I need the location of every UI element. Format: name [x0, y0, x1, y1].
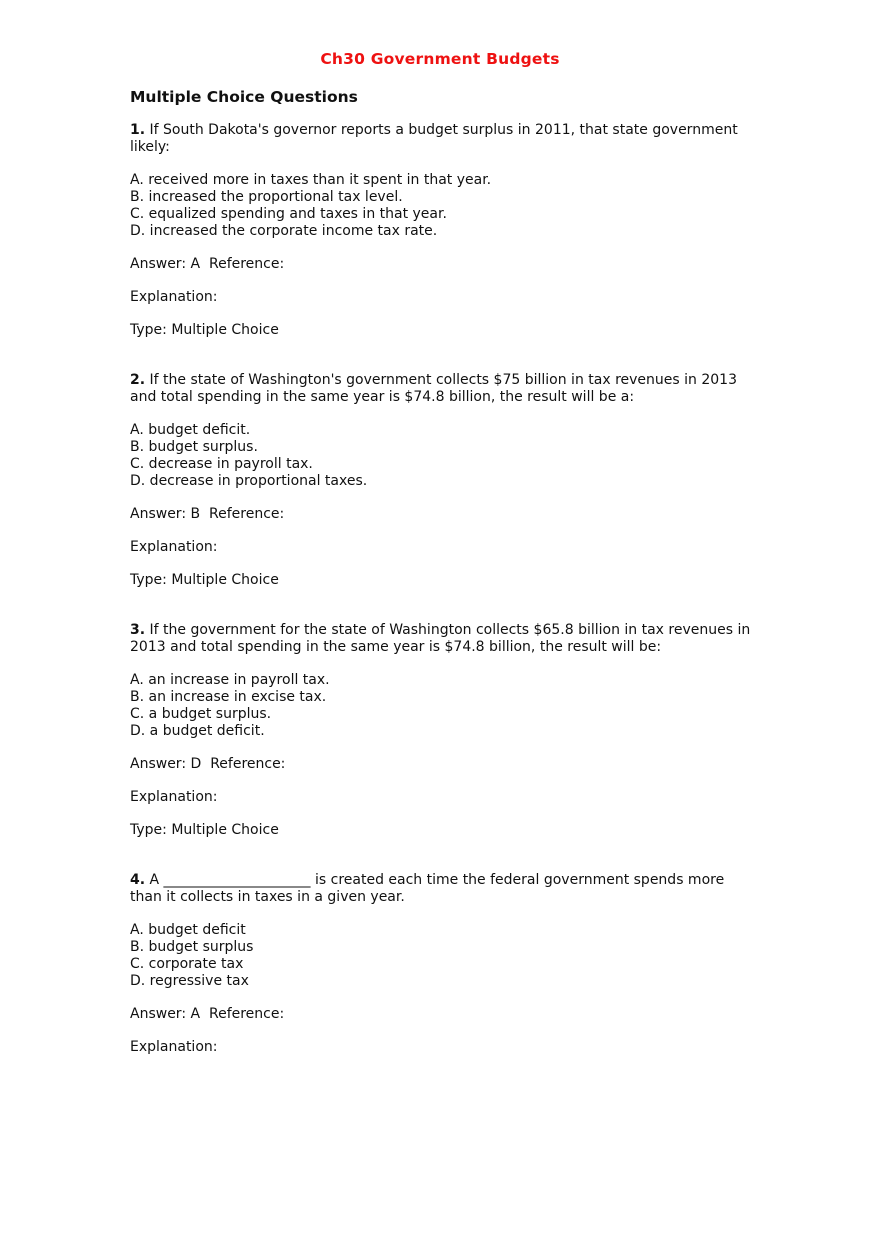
option-d: D. regressive tax [130, 973, 249, 989]
answer-value: B [190, 506, 201, 522]
question-number: 3. [130, 622, 146, 638]
option-a: A. budget deficit. [130, 422, 251, 438]
type-value: Multiple Choice [171, 822, 279, 838]
explanation-line [130, 289, 760, 306]
question-1 [130, 122, 760, 339]
option-a: A. an increase in payroll tax. [130, 672, 330, 688]
type-line [130, 572, 760, 589]
answer-label: Answer: [130, 256, 187, 272]
type-label: Type: [130, 822, 167, 838]
questions-list [130, 122, 760, 1056]
type-line [130, 822, 760, 839]
question-number: 2. [130, 372, 146, 388]
explanation-label: Explanation: [130, 1039, 218, 1055]
reference-label: Reference: [210, 756, 286, 772]
answer-options [130, 422, 760, 490]
question-4 [130, 872, 760, 1056]
answer-label: Answer: [130, 1006, 187, 1022]
type-label: Type: [130, 572, 167, 588]
option-c: C. corporate tax [130, 956, 244, 972]
question-stem [130, 622, 760, 656]
question-stem [130, 372, 760, 406]
answer-value: D [190, 756, 202, 772]
section-heading: Multiple Choice Questions [130, 88, 358, 106]
option-b: B. budget surplus. [130, 439, 258, 455]
question-3 [130, 622, 760, 839]
option-c: C. equalized spending and taxes in that year. [130, 206, 447, 222]
question-text: If South Dakota's governor reports a budget surplus in 2011, that state government likely: [130, 122, 738, 155]
question-number: 4. [130, 872, 146, 888]
option-d: D. decrease in proportional taxes. [130, 473, 368, 489]
answer-line [130, 506, 760, 523]
question-number: 1. [130, 122, 146, 138]
answer-options [130, 172, 760, 240]
answer-options [130, 922, 760, 990]
reference-label: Reference: [209, 506, 285, 522]
document-title: Ch30 Government Budgets [320, 50, 560, 68]
question-text: A _____________________ is created each time the federal government spends more than it collects in taxes in a given year. [130, 872, 725, 905]
type-line [130, 322, 760, 339]
explanation-line [130, 1039, 760, 1056]
answer-value: A [190, 256, 201, 272]
question-text: If the government for the state of Washington collects $65.8 billion in tax revenues in 2013 and total spending in the same year is $74.8 billion, the result will be: [130, 622, 751, 655]
option-b: B. budget surplus [130, 939, 254, 955]
type-value: Multiple Choice [171, 572, 279, 588]
explanation-line [130, 539, 760, 556]
type-label: Type: [130, 322, 167, 338]
option-c: C. decrease in payroll tax. [130, 456, 313, 472]
explanation-label: Explanation: [130, 539, 218, 555]
option-d: D. a budget deficit. [130, 723, 265, 739]
answer-options [130, 672, 760, 740]
answer-line [130, 756, 760, 773]
option-b: B. increased the proportional tax level. [130, 189, 403, 205]
option-b: B. an increase in excise tax. [130, 689, 327, 705]
question-stem [130, 872, 760, 906]
reference-label: Reference: [208, 256, 285, 272]
explanation-line [130, 789, 760, 806]
answer-label: Answer: [130, 506, 187, 522]
explanation-label: Explanation: [130, 289, 218, 305]
option-a: A. received more in taxes than it spent in that year. [130, 172, 492, 188]
explanation-label: Explanation: [130, 789, 218, 805]
answer-line [130, 256, 760, 273]
question-stem [130, 122, 760, 156]
reference-label: Reference: [208, 1006, 285, 1022]
answer-value: A [190, 1006, 201, 1022]
answer-line [130, 1006, 760, 1023]
option-a: A. budget deficit [130, 922, 246, 938]
option-d: D. increased the corporate income tax rate. [130, 223, 438, 239]
option-c: C. a budget surplus. [130, 706, 272, 722]
answer-label: Answer: [130, 756, 187, 772]
question-2 [130, 372, 760, 589]
type-value: Multiple Choice [171, 322, 279, 338]
question-text: If the state of Washington's government collects $75 billion in tax revenues in 2013 and total spending in the same year is $74.8 billion, the result will be a: [130, 372, 737, 405]
